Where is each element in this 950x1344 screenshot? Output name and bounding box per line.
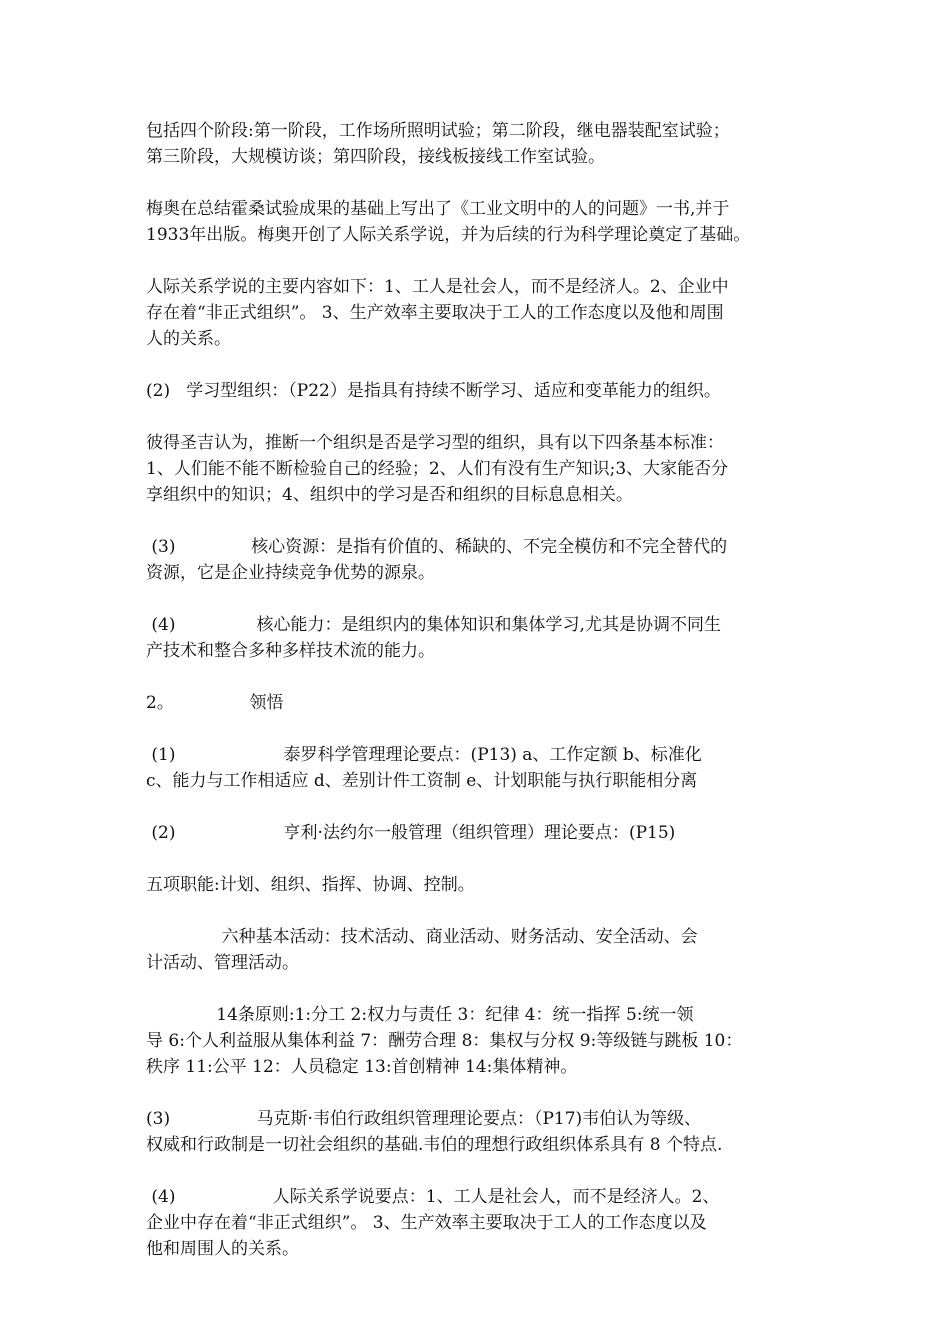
paragraph	[146, 1002, 826, 1080]
text-line: 人的关系。	[146, 329, 231, 349]
paragraph	[146, 1106, 826, 1158]
text-line: 享组织中的知识；4、组织中的学习是否和组织的目标息息相关。	[146, 485, 633, 505]
text-line: 第三阶段，大规模访谈；第四阶段，接线板接线工作室试验。	[146, 147, 605, 167]
text-line: 彼得圣吉认为，推断一个组织是否是学习型的组织，具有以下四条基本标准：	[146, 433, 724, 453]
text-line: 14条原则:1:分工 2:权力与责任 3：纪律 4：统一指挥 5:统一领	[146, 1005, 694, 1025]
text-line: 资源，它是企业持续竞争优势的源泉。	[146, 563, 435, 583]
text-line: 秩序 11:公平 12：人员稳定 13:首创精神 14:集体精神。	[146, 1057, 578, 1077]
text-line: 1、人们能不能不断检验自己的经验；2、人们有没有生产知识;3、大家能否分	[146, 459, 729, 479]
text-line: (4) 核心能力：是组织内的集体知识和集体学习,尤其是协调不同生	[146, 615, 721, 635]
paragraph	[146, 924, 826, 976]
text-line: 导 6:个人利益服从集体利益 7：酬劳合理 8：集权与分权 9:等级链与跳板 10：	[146, 1031, 743, 1051]
paragraph	[146, 690, 826, 716]
text-line: 包括四个阶段:第一阶段，工作场所照明试验；第二阶段，继电器装配室试验；	[146, 121, 730, 141]
text-line: 存在着“非正式组织”。 3、生产效率主要取决于工人的工作态度以及他和周围	[146, 303, 724, 323]
paragraph	[146, 430, 826, 508]
text-line: (2) 学习型组织：（P22）是指具有持续不断学习、适应和变革能力的组织。	[146, 381, 721, 401]
text-line: (1) 泰罗科学管理理论要点：(P13) a、工作定额 b、标准化	[146, 745, 702, 765]
text-line: 2。 领悟	[146, 693, 284, 713]
text-line: 产技术和整合多种多样技术流的能力。	[146, 641, 435, 661]
text-line: (3) 马克斯·韦伯行政组织管理理论要点：（P17)韦伯认为等级、	[146, 1109, 702, 1129]
text-line: 五项职能:计划、组织、指挥、协调、控制。	[146, 875, 475, 895]
paragraph	[146, 118, 826, 170]
text-line: (4) 人际关系学说要点：1、工人是社会人，而不是经济人。2、	[146, 1187, 720, 1207]
text-line: c、能力与工作相适应 d、差别计件工资制 e、计划职能与执行职能相分离	[146, 771, 698, 791]
document-body	[146, 118, 826, 1288]
paragraph	[146, 274, 826, 352]
text-line: (3) 核心资源：是指有价值的、稀缺的、不完全模仿和不完全替代的	[146, 537, 728, 557]
text-line: (2) 亨利·法约尔一般管理（组织管理）理论要点：(P15)	[146, 823, 676, 843]
text-line: 企业中存在着“非正式组织”。 3、生产效率主要取决于工人的工作态度以及	[146, 1213, 707, 1233]
text-line: 人际关系学说的主要内容如下：1、工人是社会人，而不是经济人。2、企业中	[146, 277, 729, 297]
paragraph	[146, 612, 826, 664]
paragraph	[146, 742, 826, 794]
text-line: 计活动、管理活动。	[146, 953, 299, 973]
paragraph	[146, 378, 826, 404]
text-line: 他和周围人的关系。	[146, 1239, 299, 1259]
paragraph	[146, 534, 826, 586]
paragraph	[146, 820, 826, 846]
paragraph	[146, 196, 826, 248]
paragraph	[146, 1184, 826, 1262]
text-line: 六种基本活动：技术活动、商业活动、财务活动、安全活动、会	[146, 927, 698, 947]
text-line: 权威和行政制是一切社会组织的基础.韦伯的理想行政组织体系具有 8 个特点.	[146, 1135, 723, 1155]
text-line: 梅奥在总结霍桑试验成果的基础上写出了《工业文明中的人的问题》一书,并于	[146, 199, 730, 219]
text-line: 1933年出版。梅奥开创了人际关系学说，并为后续的行为科学理论奠定了基础。	[146, 225, 751, 245]
paragraph	[146, 872, 826, 898]
